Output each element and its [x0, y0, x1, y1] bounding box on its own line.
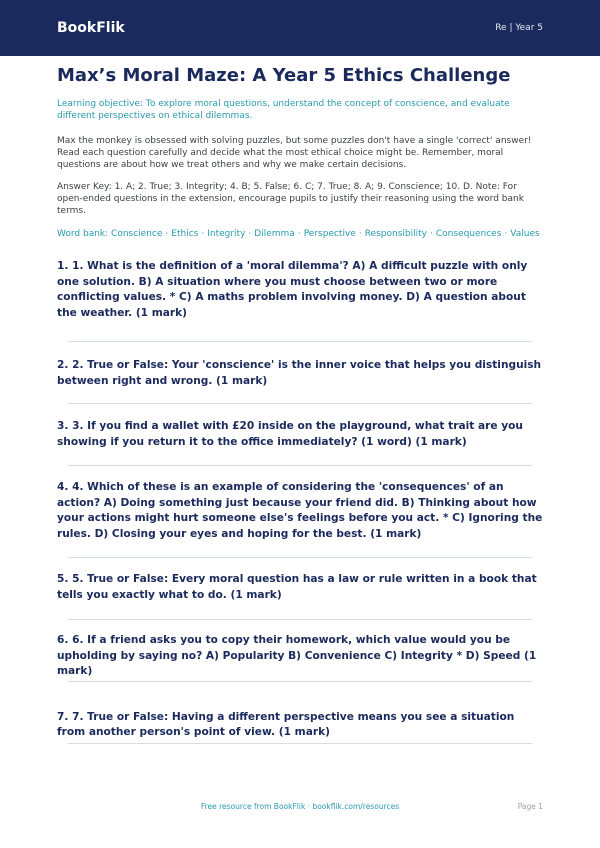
question-2: 2. 2. True or False: Your 'conscience' is the inner voice that helps you distinguish between right and wrong. (1 mark) [57, 359, 542, 387]
word-bank-term: Consequences [435, 229, 502, 239]
question-5: 5. 5. True or False: Every moral question has a law or rule written in a book that tells you exactly what to do. (1 mark) [57, 573, 537, 601]
question-6: 6. 6. If a friend asks you to copy their homework, which value would you be upholding by saying no? A) Popularity B) Convenience C) Integrity * D) Speed (1 mark) [57, 634, 537, 677]
page-header [0, 0, 600, 56]
question-4: 4. 4. Which of these is an example of considering the 'consequences' of an action? A) Doing something just because your friend did. B) Thinking about how your actions might hurt someone else's feelings before you act. * C) Ignoring the rules. D) Closing your eyes and hoping for the best. (1 mark) [57, 481, 543, 540]
word-bank-term: Conscience [111, 229, 163, 239]
page-title: Max’s Moral Maze: A Year 5 Ethics Challenge [57, 65, 511, 86]
page-number: Page 1 [517, 802, 543, 811]
word-bank-term: Responsibility [364, 229, 427, 239]
answer-line[interactable] [68, 341, 532, 342]
answer-line[interactable] [68, 557, 532, 558]
question-1: 1. 1. What is the definition of a 'moral dilemma'? A) A difficult puzzle with only one solution. B) A situation where you must choose between two or more conflicting values. * C) A maths problem involving money. D) A question about the weather. (1 mark) [57, 260, 528, 319]
word-bank-label: Word bank: [57, 229, 109, 239]
word-bank-term: Integrity [207, 229, 246, 239]
subject-year-label: Re | Year 5 [495, 23, 543, 33]
word-bank-term: Perspective [303, 229, 356, 239]
answer-key: Answer Key: 1. A; 2. True; 3. Integrity; 4. B; 5. False; 6. C; 7. True; 8. A; 9. Conscience; 10. D. Note: For open-ended questions in the extension, encourage pupils to justify their reasoning using the word bank terms. [57, 182, 524, 216]
question-3: 3. 3. If you find a wallet with £20 inside on the playground, what trait are you showing if you return it to the office immediately? (1 word) (1 mark) [57, 420, 523, 448]
answer-line[interactable] [68, 619, 532, 620]
word-bank: Word bank: Conscience · Ethics · Integrity · Dilemma · Perspective · Responsibility · Consequences · Values [57, 229, 540, 239]
answer-line[interactable] [68, 681, 532, 682]
word-bank-term: Values [510, 229, 540, 239]
question-7: 7. 7. True or False: Having a different perspective means you see a situation from another person's point of view. (1 mark) [57, 710, 515, 738]
word-bank-term: Ethics [171, 229, 199, 239]
brand-logo[interactable]: BookFlik [57, 20, 125, 36]
answer-line[interactable] [68, 465, 532, 466]
learning-objective: Learning objective: To explore moral questions, understand the concept of conscience, and evaluate different perspectives on ethical dilemmas. [57, 99, 510, 121]
footer-resource-link[interactable]: Free resource from BookFlik · bookflik.com/resources [200, 802, 400, 811]
intro-text: Max the monkey is obsessed with solving puzzles, but some puzzles don't have a single 'correct' answer! Read each question carefully and decide what the most ethical choice might be. Remember, moral questions are about how we treat others and why we make certain decisions. [57, 136, 532, 170]
answer-line[interactable] [68, 743, 532, 744]
answer-line[interactable] [68, 403, 532, 404]
word-bank-term: Dilemma [254, 229, 295, 239]
